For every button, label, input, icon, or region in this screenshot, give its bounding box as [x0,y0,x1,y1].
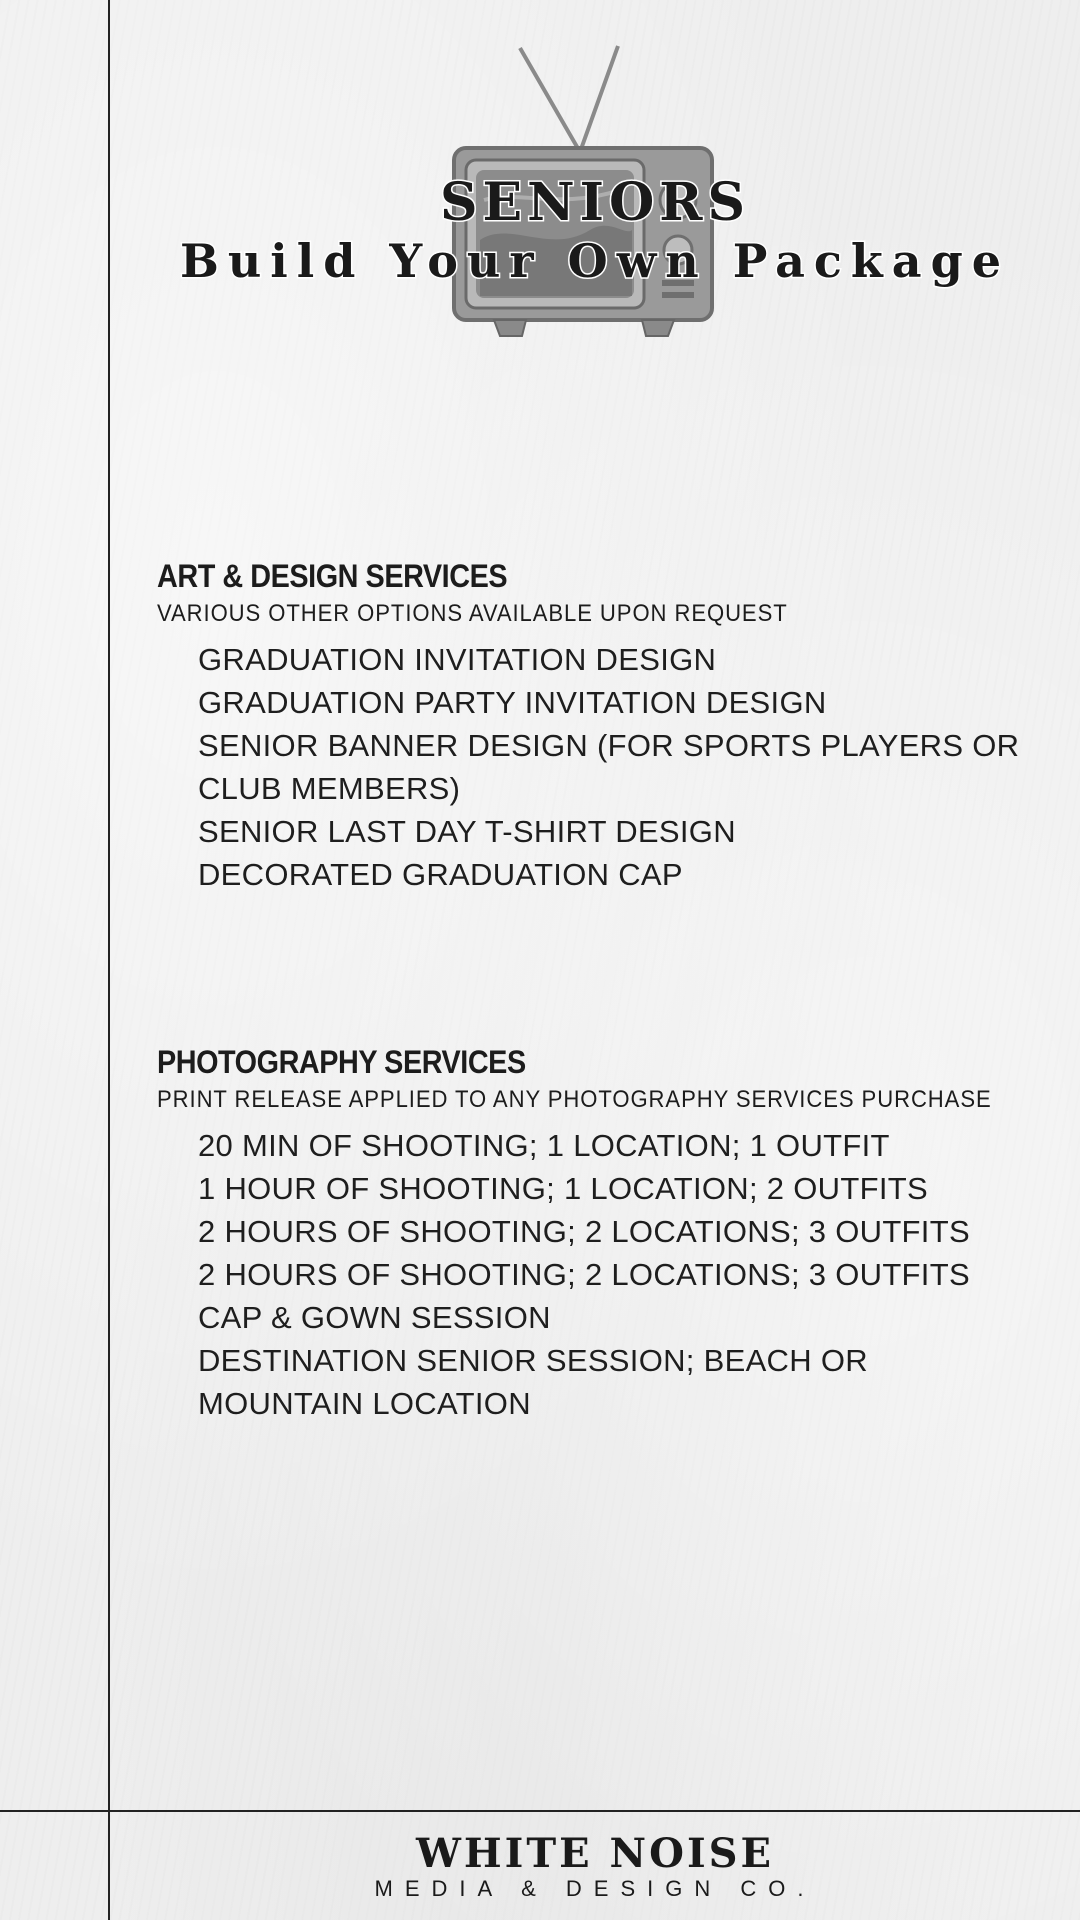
photography-section [157,1042,1037,1425]
photo-service-item: CAP & GOWN SESSION [198,1300,551,1335]
photo-section-note: PRINT RELEASE APPLIED TO ANY PHOTOGRAPHY SERVICES PURCHASE [157,1086,992,1113]
art-service-item: DECORATED GRADUATION CAP [198,857,683,892]
photo-service-item: 2 HOURS OF SHOOTING; 2 LOCATIONS; 3 OUTFITS [198,1257,970,1292]
art-service-item: SENIOR BANNER DESIGN (FOR SPORTS PLAYERS OR CLUB MEMBERS) [198,728,1020,806]
page-subtitle: Build Your Own Package [179,234,1011,288]
art-service-item: GRADUATION INVITATION DESIGN [198,642,717,677]
photo-service-item: 20 MIN OF SHOOTING; 1 LOCATION; 1 OUTFIT [198,1128,890,1163]
brand-logo-text: WHITE NOISE [415,1830,775,1877]
art-design-section [157,556,1037,896]
footer-divider [0,1810,1080,1812]
brand-tagline: MEDIA & DESIGN CO. [374,1876,816,1901]
photo-service-item: 2 HOURS OF SHOOTING; 2 LOCATIONS; 3 OUTFITS [198,1214,970,1249]
photo-service-list [157,1124,1037,1425]
art-section-heading: ART & DESIGN SERVICES [157,558,508,594]
art-section-note: VARIOUS OTHER OPTIONS AVAILABLE UPON REQUEST [157,600,788,627]
photo-section-heading: PHOTOGRAPHY SERVICES [157,1044,526,1080]
page-title: SENIORS [439,172,751,233]
art-service-list [157,638,1037,896]
art-service-item: GRADUATION PARTY INVITATION DESIGN [198,685,827,720]
art-service-item: SENIOR LAST DAY T-SHIRT DESIGN [198,814,736,849]
left-margin-rule [108,0,110,1920]
photo-service-item: DESTINATION SENIOR SESSION; BEACH OR MOUNTAIN LOCATION [198,1343,868,1421]
photo-service-item: 1 HOUR OF SHOOTING; 1 LOCATION; 2 OUTFITS [198,1171,928,1206]
